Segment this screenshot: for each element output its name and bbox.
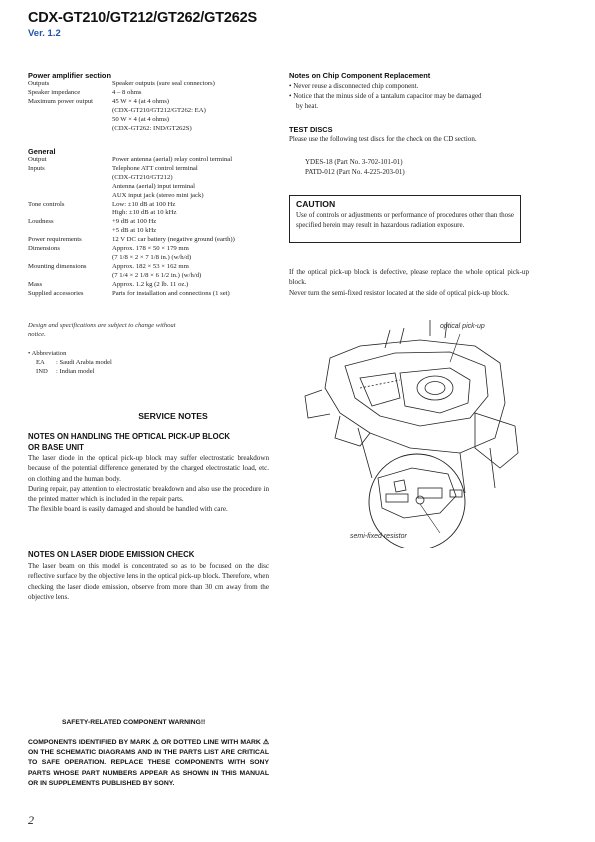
spec-row xyxy=(28,281,235,290)
spec-key: Mass xyxy=(28,280,43,288)
spec-key: Inputs xyxy=(28,164,45,172)
spec-row xyxy=(28,183,235,192)
spec-value: +5 dB at 10 kHz xyxy=(112,227,157,235)
spec-key xyxy=(28,183,112,192)
abbreviation-title: • Abbreviation xyxy=(28,350,67,357)
laser-paragraph: The laser beam on this model is concentrated so as to be focused on the disc reflective surface by the objective lens in the optical pick-up block. Therefore, when checking the laser diode emission, observe from more than 30 cm away from the objective lens. xyxy=(28,562,269,601)
handling-text xyxy=(28,453,269,515)
laser-heading: NOTES ON LASER DIODE EMISSION CHECK xyxy=(28,550,195,559)
spec-key xyxy=(28,272,112,281)
spec-key: Dimensions xyxy=(28,245,60,253)
spec-row xyxy=(28,254,235,263)
spec-value: (CDX-GT262: IND/GT262S) xyxy=(112,124,192,132)
spec-value: Approx. 1.2 kg (2 lb. 11 oz.) xyxy=(112,280,189,288)
spec-value: 50 W × 4 (at 4 ohms) xyxy=(112,115,170,123)
spec-row xyxy=(28,165,235,174)
handling-paragraph: During repair, pay attention to electrostatic breakdown and also use the procedure in the printed matter which is included in the repair parts. xyxy=(28,484,269,504)
abbreviation-item xyxy=(28,358,112,367)
spec-row xyxy=(28,80,215,89)
general-table xyxy=(28,156,235,299)
test-discs-intro: Please use the following test discs for the check on the CD section. xyxy=(289,135,477,143)
spec-value: Parts for installation and connections (1 set) xyxy=(112,289,230,297)
chip-note-item: • Never reuse a disconnected chip component. xyxy=(289,82,419,90)
pickup-note-line: Never turn the semi-fixed resistor located at the side of optical pick-up block. xyxy=(289,288,510,297)
test-disc-item: YDES-18 (Part No. 3-702-101-01) xyxy=(305,158,403,166)
abbreviation-code: EA xyxy=(36,359,45,366)
spec-row xyxy=(28,107,215,116)
pickup-note xyxy=(289,267,529,298)
spec-row xyxy=(28,263,235,272)
spec-key xyxy=(28,227,112,236)
handling-heading-line: NOTES ON HANDLING THE OPTICAL PICK-UP BLOCK xyxy=(28,432,231,441)
abbreviation-item xyxy=(28,367,112,376)
spec-key xyxy=(28,107,112,116)
optical-pickup-label: optical pick-up xyxy=(440,323,485,330)
spec-row xyxy=(28,125,215,134)
handling-heading-line: OR BASE UNIT xyxy=(28,442,84,452)
spec-value: High: ±10 dB at 10 kHz xyxy=(112,209,177,217)
safety-warning-body: COMPONENTS IDENTIFIED BY MARK ⚠ OR DOTTED LINE WITH MARK ⚠ ON THE SCHEMATIC DIAGRAMS AND IN THE PARTS LIST ARE CRITICAL TO SAFE OPERATION. REPLACE THESE COMPONENTS WITH SONY PARTS WHOSE PART NUMBERS APPEAR AS SHOWN IN THIS MANUAL OR IN SUPPLEMENTS PUBLISHED BY SONY. xyxy=(28,739,269,787)
abbreviation-block xyxy=(28,349,112,376)
chip-note-item: • Notice that the minus side of a tantalum capacitor may be damaged xyxy=(289,92,482,100)
spec-row xyxy=(28,236,235,245)
spec-key xyxy=(28,125,112,134)
spec-row xyxy=(28,98,215,107)
spec-key: Outputs xyxy=(28,80,50,87)
spec-row xyxy=(28,209,235,218)
handling-heading xyxy=(28,432,288,454)
handling-paragraph: The laser diode in the optical pick-up block may suffer electrostatic breakdown because of the potential difference generated by the charged electrostatic load, etc. on clothing and the human body. xyxy=(28,454,269,483)
semi-fixed-resistor-label: semi-fixed resistor xyxy=(350,533,407,540)
spec-row xyxy=(28,174,235,183)
spec-value: Approx. 182 × 53 × 162 mm xyxy=(112,262,189,270)
spec-key xyxy=(28,192,112,201)
caution-text: Use of controls or adjustments or performance of procedures other than those specified herein may result in hazardous radiation exposure. xyxy=(296,211,514,229)
spec-key: Mounting dimensions xyxy=(28,262,87,270)
spec-value: AUX input jack (stereo mini jack) xyxy=(112,191,204,199)
safety-warning-title: SAFETY-RELATED COMPONENT WARNING!! xyxy=(62,719,206,726)
spec-key xyxy=(28,254,112,263)
spec-key: Loudness xyxy=(28,218,54,226)
test-discs-heading: TEST DISCS xyxy=(289,125,333,134)
spec-row xyxy=(28,272,235,281)
chip-note-item: by heat. xyxy=(296,102,319,110)
spec-value: 12 V DC car battery (negative ground (earth)) xyxy=(112,236,235,244)
spec-row xyxy=(28,156,235,165)
handling-paragraph: The flexible board is easily damaged and should be handled with care. xyxy=(28,505,228,514)
spec-value: (CDX-GT210/GT212) xyxy=(112,173,173,181)
spec-key xyxy=(28,116,112,125)
abbreviation-meaning: : Saudi Arabia model xyxy=(56,359,112,366)
spec-key: Supplied accessories xyxy=(28,289,84,297)
spec-row xyxy=(28,89,215,98)
spec-value: Telephone ATT control terminal xyxy=(112,164,198,172)
spec-key xyxy=(28,174,112,183)
spec-value: Antenna (aerial) input terminal xyxy=(112,182,196,190)
design-note-line: Design and specifications are subject to change without xyxy=(28,322,176,329)
chip-notes-heading: Notes on Chip Component Replacement xyxy=(289,71,431,80)
test-disc-item: PATD-012 (Part No. 4-225-203-01) xyxy=(305,168,405,176)
spec-value: 4 – 8 ohms xyxy=(112,88,142,96)
version-label: Ver. 1.2 xyxy=(28,28,61,39)
spec-row xyxy=(28,290,235,299)
spec-value: Low: ±10 dB at 100 Hz xyxy=(112,200,176,208)
spec-value: Speaker outputs (sure seal connectors) xyxy=(112,80,215,87)
power-amp-table xyxy=(28,80,215,133)
spec-value: +9 dB at 100 Hz xyxy=(112,218,157,226)
spec-value: 45 W × 4 (at 4 ohms) xyxy=(112,97,170,105)
spec-key xyxy=(28,209,112,218)
chip-notes-list xyxy=(289,81,529,111)
spec-key: Maximum power output xyxy=(28,97,94,105)
model-title: CDX-GT210/GT212/GT262/GT262S xyxy=(28,10,257,26)
abbreviation-meaning: : Indian model xyxy=(56,368,95,375)
spec-value: (CDX-GT210/GT212/GT262: EA) xyxy=(112,106,206,114)
general-heading: General xyxy=(28,147,56,156)
page-number: 2 xyxy=(28,813,34,827)
spec-key: Output xyxy=(28,156,47,163)
pickup-note-line: If the optical pick-up block is defective, please replace the whole optical pick-up block. xyxy=(289,268,529,287)
design-note xyxy=(28,321,278,339)
abbreviation-code: IND xyxy=(36,368,48,375)
spec-row xyxy=(28,116,215,125)
spec-value: Approx. 178 × 50 × 179 mm xyxy=(112,245,189,253)
service-notes-title: SERVICE NOTES xyxy=(138,411,208,421)
spec-row xyxy=(28,218,235,227)
caution-title: CAUTION xyxy=(296,199,336,209)
spec-value: Power antenna (aerial) relay control terminal xyxy=(112,156,233,163)
caution-box xyxy=(289,195,521,243)
spec-row xyxy=(28,201,235,210)
spec-key: Power requirements xyxy=(28,236,82,244)
spec-row xyxy=(28,192,235,201)
power-amp-heading: Power amplifier section xyxy=(28,71,111,80)
spec-value: (7 1/4 × 2 1/8 × 6 1/2 in.) (w/h/d) xyxy=(112,271,202,279)
spec-key: Tone controls xyxy=(28,200,65,208)
spec-value: (7 1/8 × 2 × 7 1/8 in.) (w/h/d) xyxy=(112,253,192,261)
spec-key: Speaker impedance xyxy=(28,88,81,96)
design-note-line: notice. xyxy=(28,331,46,338)
spec-row xyxy=(28,245,235,254)
optical-pickup-diagram xyxy=(300,318,540,548)
spec-row xyxy=(28,227,235,236)
